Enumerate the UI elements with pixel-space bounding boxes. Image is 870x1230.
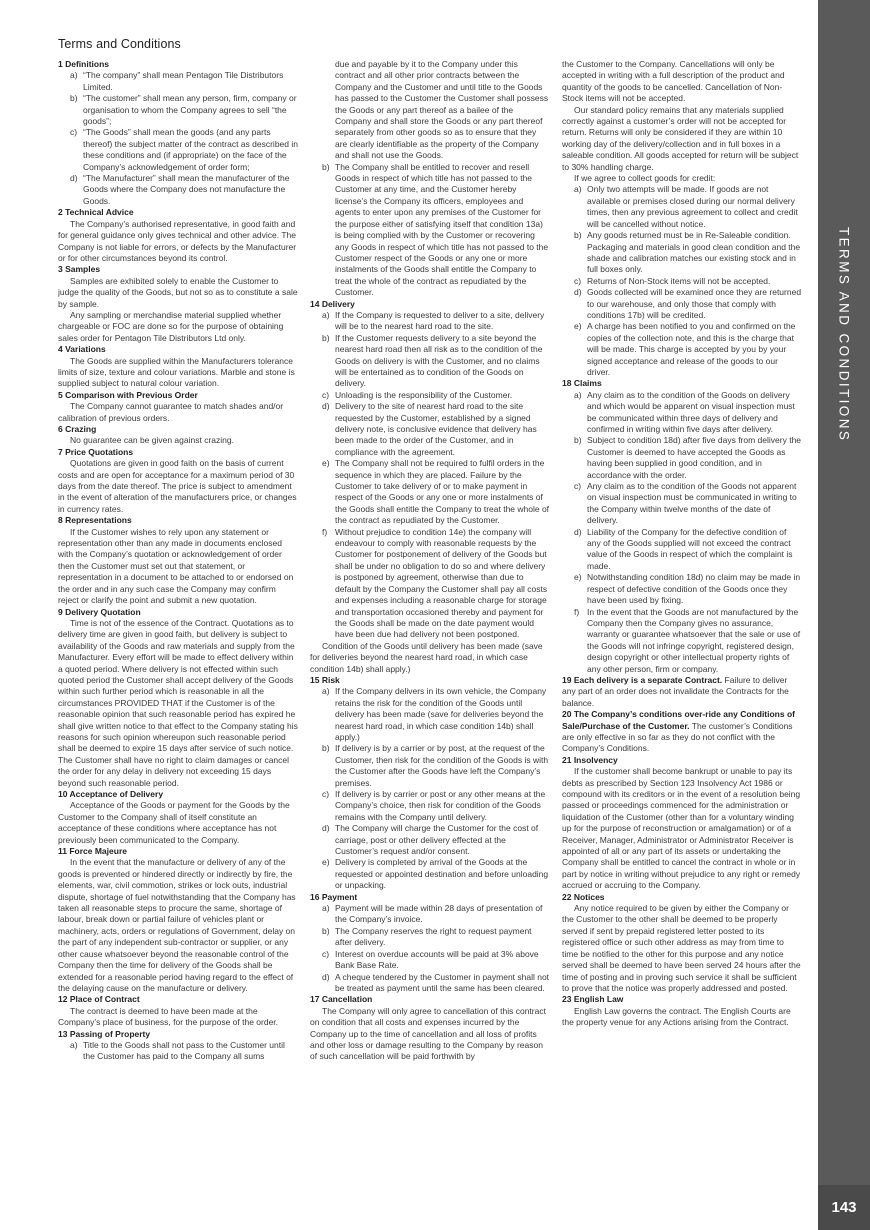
- clause-item: [310, 926, 550, 949]
- clause-item: [562, 435, 802, 481]
- clause-text: due and payable by it to the Company under this contract and all other prior contracts between the Company and the Customer and until title to the Goods has passed to the Customer the Customer shall possess the Goods or any part thereof as a bailee of the Company and shall store the Goods or any part thereof separately from other goods so as to ensure that they are clearly identifiable as the property of the Company and shall not use the Goods.: [335, 59, 549, 161]
- clause-letter: a): [574, 389, 582, 400]
- clause-text: “The Manufacturer” shall mean the manufacturer of the Goods where the Company does not manufacture the Goods.: [83, 173, 290, 206]
- paragraph: Time is not of the essence of the Contract. Quotations as to delivery time are given in good faith, but delivery is subject to availability of the Goods and raw materials and supply from the Manufacturer. Every effort will be made to effect delivery within a quoted period. Where delivery is not effected within such quoted period the Customer shall accept delivery of the Goods within such further period which is reasonable in all the circumstances PROVIDED THAT if the Customer is of the reasonable opinion that such reasonable period has expired he shall give written notice to that effect to the Company stating his reasons for such opinion whereupon such reasonable period shall be deemed to expire 15 days after service of such notice. The Customer shall have no right to claim damages or cancel the order for any delay in delivery not exceeding 15 days beyond such reasonable period.: [58, 617, 298, 788]
- clause-text: Subject to condition 18d) after five days from delivery the Customer is deemed to have accepted the Goods as having been supplied in good condition, and in accordance with the order.: [587, 435, 802, 480]
- section-heading: 1 Definitions: [58, 59, 110, 69]
- clause-text: Only two attempts will be made. If goods are not available or premises closed during our normal delivery times, then any previous agreement to collect and credit will be cancelled without notice.: [587, 184, 798, 229]
- paragraph: The Company will only agree to cancellation of this contract on condition that all costs and expenses incurred by the Company up to the time of cancellation and all loss of profits and other loss or damage resulting to the Company by reason of such cancellation will be paid forthwith by: [310, 1005, 546, 1062]
- paragraph: Any notice required to be given by either the Company or the Customer to the other shall be deemed to be properly served if sent by prepaid registered letter posted to its registered office or such other address as may from time to time be notified to the other for this purpose and any notice served shall be deemed to have been served 24 hours after the time of posting and in proving such service it shall be sufficient to prove that the notice was properly addressed and posted.: [562, 903, 801, 993]
- section-inline: [562, 709, 802, 755]
- clause-text: Any goods returned must be in Re-Saleable condition. Packaging and materials in good clean condition and the shade and calibration matches our existing stock and in full boxes only.: [587, 230, 801, 275]
- clause-item: [310, 686, 550, 743]
- clause-item: [310, 527, 550, 641]
- clause-letter: a): [322, 903, 330, 914]
- section-inline: [562, 675, 802, 709]
- section-heading: 18 Claims: [562, 378, 602, 389]
- section-heading: 13 Passing of Property: [58, 1028, 151, 1039]
- clause-letter: d): [322, 401, 330, 412]
- clause-letter: a): [322, 309, 330, 320]
- section-heading: 20 The Company’s conditions over-ride any Conditions of Sale/Purchase of the Customer.: [562, 709, 795, 731]
- clause-text: Payment will be made within 28 days of presentation of the Company’s invoice.: [335, 903, 543, 925]
- clause-letter: b): [322, 743, 330, 754]
- clause-letter: d): [574, 526, 582, 537]
- clause-letter: a): [322, 686, 330, 697]
- clause-item: [310, 333, 550, 390]
- clause-item: [58, 1040, 298, 1063]
- clause-text: “The Goods” shall mean the goods (and any parts thereof) the subject matter of the contract as described in these conditions and (if appropriate) on the face of the Company’s acknowledgement of order form;: [83, 127, 298, 172]
- section-heading: 8 Representations: [58, 515, 132, 526]
- side-tab: [818, 200, 870, 470]
- section-heading: 19 Each delivery is a separate Contract.: [562, 674, 723, 685]
- clause-item: [310, 903, 550, 926]
- clause-text: Any claim as to the condition of the Goods on delivery and which would be apparent on visual inspection must be communicated within three days of delivery and confirmed in writing within five days after delivery.: [587, 389, 795, 434]
- clause-item: [562, 321, 802, 378]
- side-tab-label: TERMS AND CONDITIONS: [836, 227, 852, 443]
- clause-letter: b): [322, 332, 330, 343]
- paragraph: The Goods are supplied within the Manufacturers tolerance limits of size, texture and colour variations. Marble and stone is supplied subject to natural colour variation.: [58, 355, 295, 389]
- clause-letter: c): [574, 481, 582, 492]
- clause-letter: b): [574, 435, 582, 446]
- clause-letter: a): [574, 184, 582, 195]
- clause-text: Liability of the Company for the defective condition of any of the Goods supplied will not exceed the contract value of the Goods in respect of which the complaint is made.: [587, 526, 793, 571]
- paragraph: Condition of the Goods until delivery has been made (save for deliveries beyond the nearest hard road, in which case condition 14b) shall apply.): [310, 640, 543, 674]
- clause-text: In the event that the Goods are not manufactured by the Company then the Company gives no assurance, warranty or guarantee whatsoever that the sale or use of the Goods will not infringe copyright, registered design, design copyright or other intellectual property rights of any other person, firm or company.: [587, 606, 801, 674]
- clause-item: [562, 184, 802, 230]
- page-title: Terms and Conditions: [58, 37, 181, 51]
- section-heading: 3 Samples: [58, 264, 101, 275]
- column-3: [562, 59, 802, 1063]
- clause-letter: f): [322, 526, 328, 537]
- terms-columns: [58, 59, 802, 1063]
- clause-text: Title to the Goods shall not pass to the Customer until the Customer has paid to the Company all sums: [83, 1039, 285, 1062]
- section-heading: 12 Place of Contract: [58, 994, 140, 1005]
- paragraph: the Customer to the Company. Cancellations will only be accepted in writing with a full description of the product and quantity of the goods to be cancelled. Cancellation of Non-Stock items will not be accepted.: [562, 59, 785, 104]
- paragraph: Quotations are given in good faith on the basis of current costs and are open for acceptance for a maximum period of 30 days from the date thereof. The price is subject to amendment in the event of alteration of the manufacturers price, or changes in currency rates.: [58, 458, 297, 514]
- clause-letter: b): [70, 93, 78, 104]
- clause-item: [310, 59, 550, 162]
- clause-letter: e): [574, 572, 582, 583]
- clause-text: Any claim as to the condition of the Goods not apparent on visual inspection must be communicated in writing to the Company within twelve months of the date of delivery.: [587, 481, 797, 526]
- clause-item: [562, 276, 802, 287]
- paragraph: Acceptance of the Goods or payment for the Goods by the Customer to the Company shall of itself constitute an acceptance of these conditions where acceptance has not previously been communicated to the Company.: [58, 800, 290, 845]
- section-heading: 17 Cancellation: [310, 994, 373, 1005]
- clause-text: Delivery to the site of nearest hard road to the site requested by the Customer, established by a signed delivery note, is conclusive evidence that delivery has been made to the order of the Customer, and in compliance with the agreement.: [335, 401, 537, 457]
- clause-letter: f): [574, 606, 580, 617]
- clause-letter: c): [70, 127, 78, 138]
- clause-letter: c): [322, 948, 330, 959]
- paragraph: Any sampling or merchandise material supplied whether chargeable or FOC are done so for the purpose of obtaining sales order for Pentagon Tile Distributors Ltd only.: [58, 309, 284, 343]
- section-text: Failure to deliver any part of an order does not invalidate the Contracts for the balance.: [562, 674, 789, 708]
- clause-text: A charge has been notified to you and confirmed on the copies of the collection note, and this is the charge that will be made. This charge is accepted by you by your signed acceptance and release of the goods to our driver.: [587, 321, 796, 377]
- clause-item: [562, 287, 802, 321]
- clause-letter: d): [70, 173, 78, 184]
- clause-text: If delivery is by a carrier or by post, at the request of the Customer, then risk for the condition of the Goods is with the Customer after the Goods have left the Company’s premises.: [335, 743, 549, 788]
- paragraph: The contract is deemed to have been made at the Company’s place of business, for the purpose of the order.: [58, 1005, 279, 1028]
- clause-item: [310, 390, 550, 401]
- clause-item: [562, 607, 802, 675]
- section-text: The customer’s Conditions are only effective in so far as they do not conflict with the Company’s Conditions.: [562, 720, 793, 754]
- side-tab-bar: [818, 0, 870, 1230]
- clause-letter: d): [574, 287, 582, 298]
- clause-text: Goods collected will be examined once they are returned to our warehouse, and only those that comply with conditions 17b) will be credited.: [587, 287, 802, 320]
- paragraph: If the Customer wishes to rely upon any statement or representation other than any made in documents enclosed with the Company’s quotation or acknowledgement of order then the Customer must set out that statement, or representation in a document to be attached to or endorsed on the order and in any such case the Company may confirm reject or clarify the point and submit a new quotation.: [58, 526, 294, 606]
- clause-item: [310, 743, 550, 789]
- clause-letter: [322, 59, 335, 162]
- clause-letter: b): [322, 161, 330, 172]
- clause-text: The Company shall not be required to fulfil orders in the sequence in which they are placed. Failure by the Customer to take delivery of or to make payment in respect of the Goods or any one or more instalments of the Goods shall entitle the Company to treat the whole of the contract as repudiated by the Customer.: [335, 458, 550, 526]
- clause-text: Delivery is completed by arrival of the Goods at the requested or appointed destination and before unloading or unpacking.: [335, 857, 549, 891]
- clause-letter: c): [322, 389, 330, 400]
- clause-text: “The company” shall mean Pentagon Tile Distributors Limited.: [83, 70, 284, 92]
- clause-text: The Company reserves the right to request payment after delivery.: [335, 925, 532, 948]
- clause-text: Unloading is the responsibility of the Customer.: [335, 389, 513, 400]
- paragraph: If the customer shall become bankrupt or unable to pay its debts as prescribed by Section 123 Insolvency Act 1986 or compound with its creditors or in the event of a resolution being passed or proceedings commenced for the administration or liquidation of the Customer (other than for a voluntary winding up for the purpose of reconstruction or amalgamation) or of a Receiver, Manager, Administrator or Administrator Receiver is appointed of all or any part of its assets or undertaking the Company shall be entitled to cancel the contract in whole or in part by notice in writing without prejudice to any right or remedy accrued or accruing to the Company.: [562, 766, 801, 891]
- clause-letter: b): [322, 925, 330, 936]
- clause-letter: c): [322, 789, 330, 799]
- section-heading: 14 Delivery: [310, 298, 355, 309]
- paragraph: If we agree to collect goods for credit:: [574, 173, 716, 184]
- paragraph: In the event that the manufacture or delivery of any of the goods is prevented or hindered directly or indirectly by fire, the elements, war, civil commotion, strikes or lock outs, industrial dispute, shortage of fuel notwithstanding that the Company has taken all reasonable steps to procure the same, shortage of labour, break down or partial failure of vehicles plant or machinery, acts, orders or regulations of Government, delay on the part of any independent sub-contractor or supplier, or any other cause whatsoever beyond the reasonable control of the Company then the time for delivery of the Goods shall be extended for a reasonable period having regard to the effect of the delaying cause on the manufacture or delivery.: [58, 857, 296, 993]
- clause-item: [562, 527, 802, 573]
- clause-letter: e): [322, 857, 330, 868]
- clause-text: If the Customer requests delivery to a site beyond the nearest hard road then all risk as to the condition of the Goods on delivery is with the Customer, and no claims will be entertained as to condition of the Goods on delivery.: [335, 332, 543, 389]
- clause-text: Notwithstanding condition 18d) no claim may be made in respect of defective condition of the Goods once they have been used by fixing.: [587, 572, 801, 606]
- clause-letter: a): [70, 70, 78, 81]
- column-2: [310, 59, 550, 1063]
- paragraph: The Company cannot guarantee to match shades and/or calibration of previous orders.: [58, 401, 284, 423]
- clause-item: [310, 789, 550, 823]
- column-1: [58, 59, 298, 1063]
- clause-letter: d): [322, 823, 330, 834]
- section-heading: 7 Price Quotations: [58, 446, 134, 457]
- clause-text: “The customer” shall mean any person, firm, company or organisation to whom the Company agrees to sell “the goods”;: [83, 93, 297, 127]
- section-heading: 22 Notices: [562, 891, 605, 902]
- clause-item: [58, 93, 298, 127]
- clause-letter: b): [574, 230, 582, 241]
- section-heading: 4 Variations: [58, 344, 106, 355]
- section-heading: 5 Comparison with Previous Order: [58, 389, 198, 400]
- paragraph: Our standard policy remains that any materials supplied correctly against a customer’s order will not be accepted for return. Returns will only be considered if they are within 10 working day of the delivery/collection and in full boxes in a saleable condition. All goods accepted for return will be subject to 30% handling charge.: [562, 104, 799, 172]
- clause-item: [310, 401, 550, 458]
- clause-text: A cheque tendered by the Customer in payment shall not be treated as payment until the same has been cleared.: [335, 971, 550, 993]
- section-heading: 21 Insolvency: [562, 754, 618, 765]
- clause-item: [310, 458, 550, 526]
- clause-item: [310, 857, 550, 891]
- clause-item: [310, 972, 550, 995]
- section-heading: 23 English Law: [562, 994, 624, 1005]
- section-heading: 2 Technical Advice: [58, 207, 134, 218]
- clause-item: [58, 70, 298, 93]
- paragraph: No guarantee can be given against crazing.: [70, 435, 234, 446]
- paragraph: Samples are exhibited solely to enable the Customer to judge the quality of the Goods, but not so as to constitute a sale by sample.: [58, 275, 298, 309]
- clause-text: Without prejudice to condition 14e) the company will endeavour to comply with reasonable requests by the Customer for postponement of delivery of the Goods but shall be under no obligation to do so and where delivery is postponed by agreement, otherwise than due to default by the Company the Customer shall pay all costs and expenses including a reasonable charge for storage and transportation occasioned thereby and payment for the Goods shall be made on the date payment would have been due had delivery not been postponed.: [335, 526, 548, 640]
- clause-letter: c): [574, 275, 582, 286]
- clause-text: The Company shall be entitled to recover and resell Goods in respect of which title has not passed to the Customer at any time, and the Customer hereby license’s the Company its officers, employees and agents to enter upon any premises of the Customer for the purpose either of satisfying itself that condition 13a) is being complied with by the Customer or recovering any Goods in respect of which title has not passed to the Customer respect of the Goods or any one or more instalments of the Goods shall entitle the Company to treat the whole of the contract as repudiated by the Customer.: [335, 161, 549, 298]
- clause-item: [562, 572, 802, 606]
- clause-text: Interest on overdue accounts will be paid at 3% above Bank Base Rate.: [335, 948, 539, 971]
- clause-letter: e): [574, 321, 582, 332]
- page-number: 143: [818, 1185, 870, 1230]
- clause-item: [58, 127, 298, 173]
- clause-text: If the Company is requested to deliver to a site, delivery will be to the nearest hard road to the site.: [335, 309, 545, 332]
- clause-letter: d): [322, 971, 330, 982]
- clause-item: [310, 310, 550, 333]
- paragraph: The Company’s authorised representative, in good faith and for general guidance only gives technical and other advice. The Company is not liable for errors, or defects by the Manufacturer or for other circumstances beyond its control.: [58, 218, 297, 263]
- clause-item: [310, 823, 550, 857]
- section-heading: 6 Crazing: [58, 424, 97, 434]
- clause-letter: e): [322, 458, 330, 469]
- section-heading: 10 Acceptance of Delivery: [58, 789, 164, 799]
- clause-item: [562, 390, 802, 436]
- clause-item: [58, 173, 298, 207]
- section-heading: 11 Force Majeure: [58, 846, 127, 857]
- clause-text: The Company will charge the Customer for the cost of carriage, post or other delivery effected at the Customer’s request and/or consent.: [335, 823, 539, 857]
- clause-text: Returns of Non-Stock items will not be accepted.: [587, 275, 771, 286]
- paragraph: English Law governs the contract. The English Courts are the property venue for any Actions arising from the Contract.: [562, 1005, 791, 1028]
- clause-item: [310, 949, 550, 972]
- clause-text: If the Company delivers in its own vehicle, the Company retains the risk for the condition of the Goods until delivery has been made (save for deliveries beyond the nearest hard road, in which case condition 14b) shall apply.): [335, 686, 547, 742]
- section-heading: 15 Risk: [310, 674, 340, 685]
- clause-item: [310, 162, 550, 299]
- clause-letter: a): [70, 1039, 78, 1050]
- section-heading: 16 Payment: [310, 891, 358, 902]
- clause-item: [562, 481, 802, 527]
- section-heading: 9 Delivery Quotation: [58, 606, 141, 617]
- clause-text: If delivery is by carrier or post or any other means at the Company’s choice, then risk for condition of the Goods remains with the Company until delivery.: [335, 789, 546, 822]
- clause-item: [562, 230, 802, 276]
